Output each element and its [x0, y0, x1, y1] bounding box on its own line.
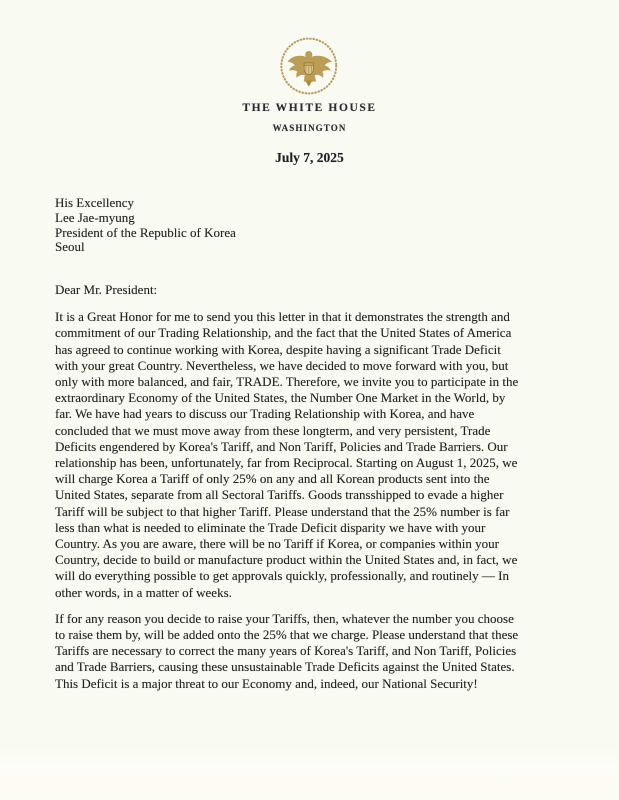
letter-line: only with more balanced, and fair, TRADE. Therefore, we invite you to participate in the [55, 374, 519, 390]
letter-line: and Trade Barriers, causing these unsustainable Trade Deficits against the United States. [55, 659, 515, 675]
paragraph-1 [55, 309, 581, 601]
letter-line: relationship has been, unfortunately, far from Reciprocal. Starting on August 1, 2025, we [55, 455, 518, 471]
recipient-address-block [55, 196, 236, 255]
letter-line: If for any reason you decide to raise your Tariffs, then, whatever the number you choose [55, 610, 514, 626]
letter-date: July 7, 2025 [275, 150, 344, 165]
letter-line: less than what is needed to eliminate the Trade Deficit disparity we have with your [55, 519, 486, 535]
presidential-seal-icon [278, 36, 338, 96]
letter-line: has agreed to continue working with Korea, despite having a significant Trade Deficit [55, 341, 501, 357]
recipient-name: Lee Jae-myung [55, 209, 135, 225]
recipient-city: Seoul [55, 239, 85, 255]
letter-line: Deficits engendered by Korea's Tariff, and Non Tariff, Policies and Trade Barriers. Our [55, 438, 508, 454]
letter-line: other words, in a matter of weeks. [55, 584, 232, 600]
paragraph-2 [55, 611, 581, 692]
letter-line: concluded that we must move away from these longterm, and very persistent, Trade [55, 422, 491, 438]
letter-line: extraordinary Economy of the United States, the Number One Market in the World, by [55, 390, 506, 406]
letter-line: Country, decide to build or manufacture product within the United States and, in fact, we [55, 552, 518, 568]
letter-line: far. We have had years to discuss our Trading Relationship with Korea, and have [55, 406, 475, 422]
letter-line: Country. As you are aware, there will be no Tariff if Korea, or companies within your [55, 536, 499, 552]
letter-line: This Deficit is a major threat to our Economy and, indeed, our National Security! [55, 675, 478, 691]
letter-line: It is a Great Honor for me to send you this letter in that it demonstrates the strength and [55, 309, 510, 325]
letterhead-org-name: THE WHITE HOUSE [242, 102, 377, 114]
salutation: Dear Mr. President: [55, 282, 158, 297]
letter-line: Tariff will be subject to that higher Tariff. Please understand that the 25% number is far [55, 503, 510, 519]
recipient-honorific: His Excellency [55, 195, 135, 210]
letter-line: will charge Korea a Tariff of only 25% on any and all Korean products sent into the [55, 471, 490, 487]
letter-line: to raise them by, will be added onto the 25% that we charge. Please understand that these [55, 627, 519, 643]
letterhead-city: WASHINGTON [272, 123, 347, 133]
letter-line: will do everything possible to get approvals quickly, professionally, and routinely — In [55, 568, 509, 584]
letter-line: United States, separate from all Sectoral Tariffs. Goods transshipped to evade a higher [55, 487, 504, 503]
letter-line: with your great Country. Nevertheless, we have decided to move forward with you, but [55, 357, 509, 373]
recipient-title: President of the Republic of Korea [55, 224, 236, 240]
letter-body [55, 282, 581, 702]
letter-line: Tariffs are necessary to correct the many years of Korea's Tariff, and Non Tariff, Policies [55, 643, 517, 659]
letter-line: commitment of our Trading Relationship, and the fact that the United States of America [55, 325, 512, 341]
